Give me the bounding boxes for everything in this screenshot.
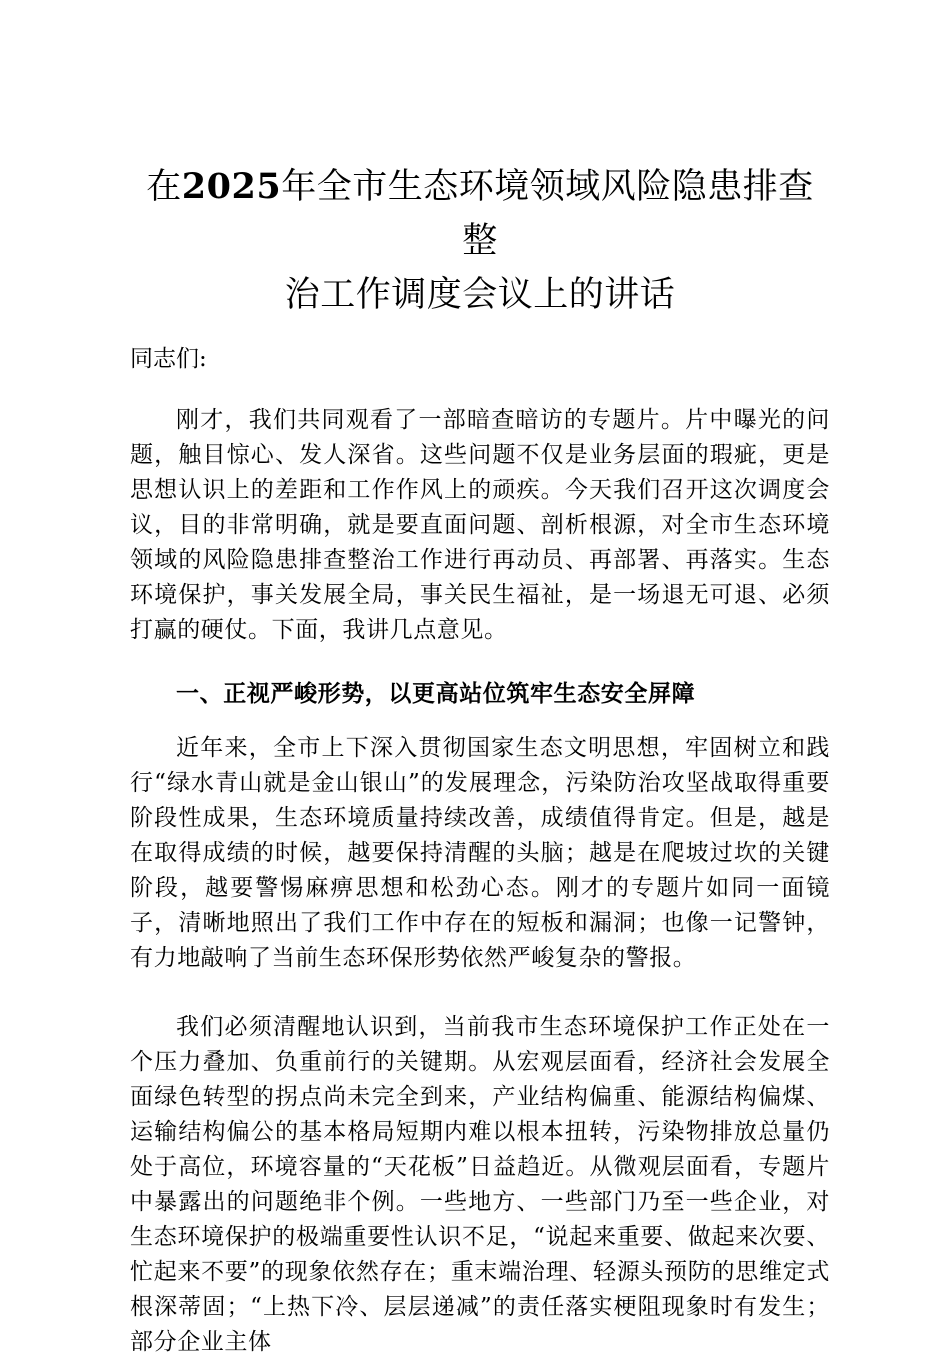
paragraph-intro: 刚才，我们共同观看了一部暗查暗访的专题片。片中曝光的问题，触目惊心、发人深省。这些问题不仅是业务层面的瑕疵，更是思想认识上的差距和工作作风上的顽疾。今天我们召开这次调度会议，目的非常明确，就是要直面问题、剖析根源，对全市生态环境领域的风险隐患排查整治工作进行再动员、再部署、再落实。生态环境保护，事关发展全局，事关民生福祉，是一场退无可退、必须打赢的硬仗。下面，我讲几点意见。 — [130, 407, 830, 643]
paragraph-section1-2: 我们必须清醒地认识到，当前我市生态环境保护工作正处在一个压力叠加、负重前行的关键期。从宏观层面看，经济社会发展全面绿色转型的拐点尚未完全到来，产业结构偏重、能源结构偏煤、运输结构偏公的基本格局短期内难以根本扭转，污染物排放总量仍处于高位，环境容量的“天花板”日益趋近。从微观层面看，专题片中暴露出的问题绝非个例。一些地方、一些部门乃至一些企业，对生态环境保护的极端重要性认识不足，“说起来重要、做起来次要、忙起来不要”的现象依然存在；重末端治理、轻源头预防的思维定式根深蒂固；“上热下冷、层层递减”的责任落实梗阻现象时有发生；部分企业主体 — [130, 1014, 830, 1355]
title-year: 2025 — [181, 166, 282, 207]
section-heading-1: 一、正视严峻形势，以更高站位筑牢生态安全屏障 — [176, 680, 696, 707]
title-line2: 治工作调度会议上的讲话 — [284, 275, 676, 315]
paragraph-section1-1: 近年来，全市上下深入贯彻国家生态文明思想，牢固树立和践行“绿水青山就是金山银山”的发展理念，污染防治攻坚战取得重要阶段性成果，生态环境质量持续改善，成绩值得肯定。但是，越是在取得成绩的时候，越要保持清醒的头脑；越是在爬坡过坎的关键阶段，越要警惕麻痹思想和松劲心态。刚才的专题片如同一面镜子，清晰地照出了我们工作中存在的短板和漏洞；也像一记警钟，有力地敲响了当前生态环保形势依然严峻复杂的警报。 — [130, 735, 830, 971]
document-title — [130, 160, 830, 322]
salutation: 同志们: — [130, 346, 207, 372]
title-prefix: 在 — [146, 167, 182, 207]
title-line1-rest: 年全市生态环境领域风险隐患排查整 — [281, 167, 814, 261]
